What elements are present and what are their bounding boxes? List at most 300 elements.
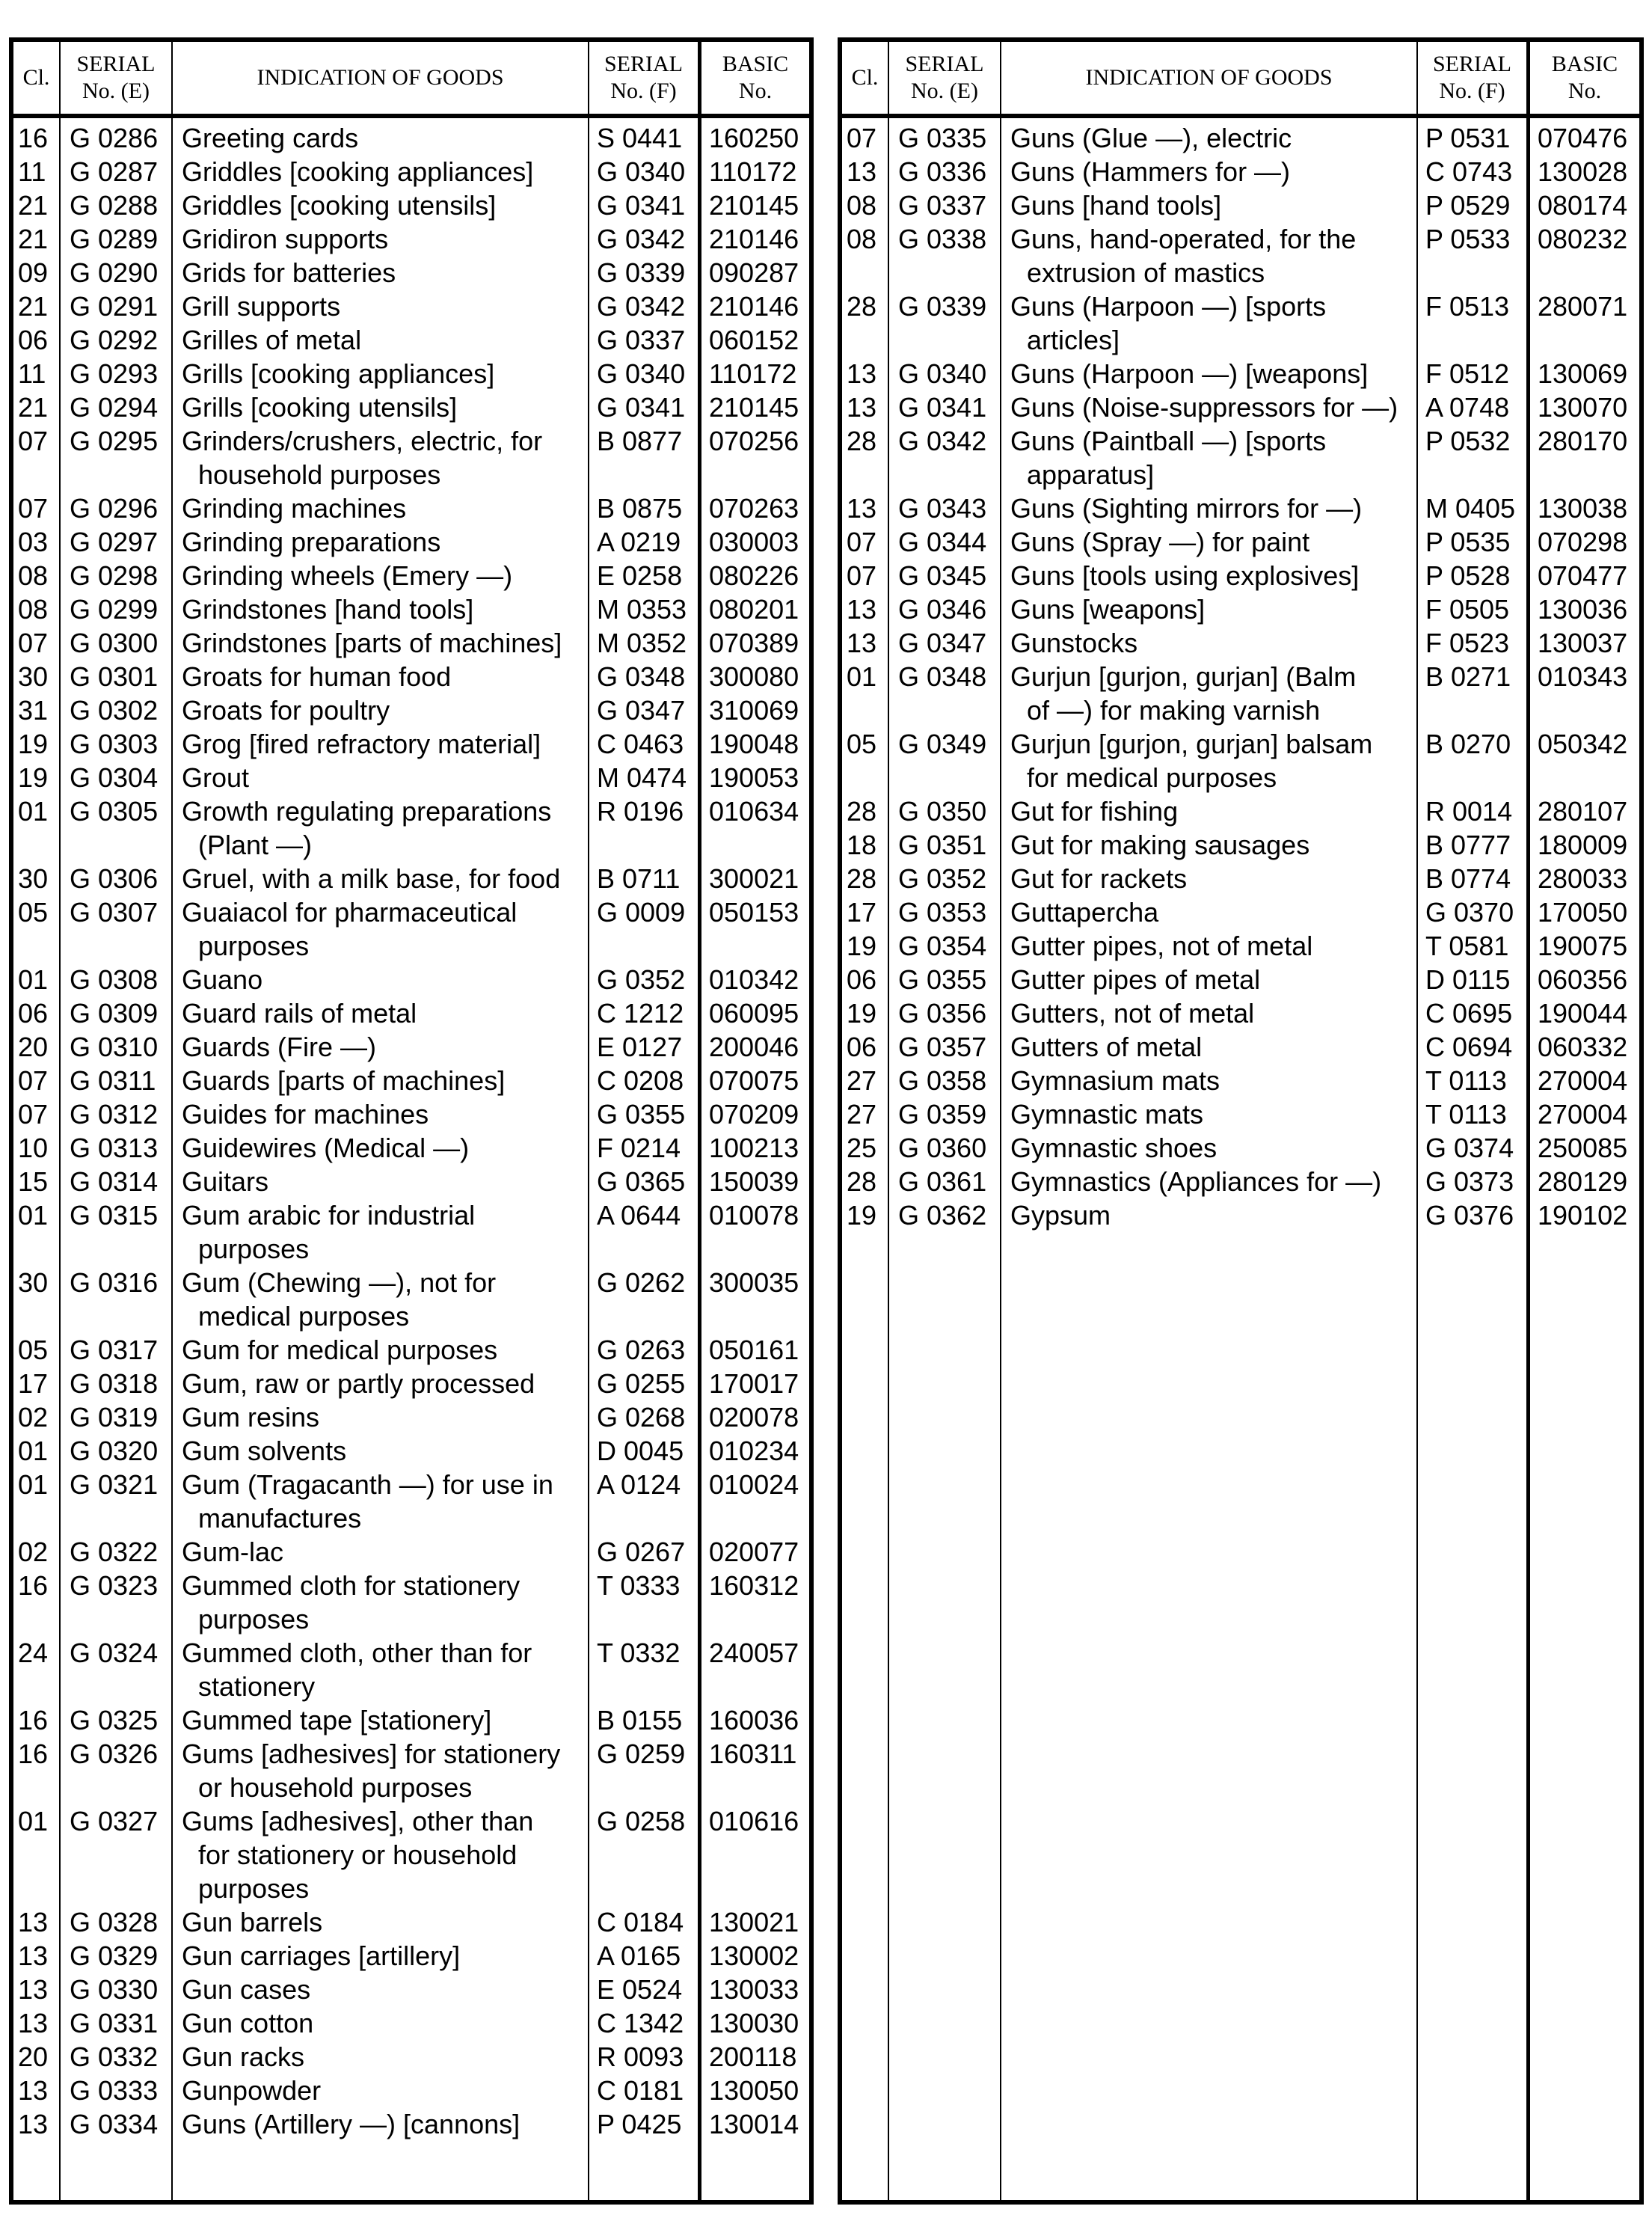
goods-line: or household purposes [198, 1772, 473, 1803]
table-row [13, 996, 809, 1030]
header-serial-e: SERIAL No. (E) [61, 42, 173, 114]
basic-number: 190075 [1538, 931, 1628, 961]
class-number: 06 [18, 998, 49, 1029]
table-row [842, 559, 1639, 592]
table-row [842, 592, 1639, 626]
serial-number-e: G 0362 [898, 1200, 987, 1231]
serial-number-f: T 0333 [597, 1570, 681, 1601]
goods-description [173, 289, 589, 323]
serial-number-f: G 0340 [597, 358, 686, 389]
goods-line: Grog [fired refractory material] [182, 729, 541, 759]
table-row [13, 1266, 809, 1333]
table-row [13, 1131, 809, 1165]
table-row [13, 155, 809, 189]
class-number: 13 [847, 392, 877, 423]
header-goods: INDICATION OF GOODS [1001, 42, 1418, 114]
table-row [13, 1198, 809, 1266]
serial-number-e: G 0311 [70, 1065, 156, 1096]
goods-description [173, 963, 589, 996]
basic-number: 130036 [1538, 594, 1628, 625]
serial-number-e: G 0293 [70, 358, 159, 389]
class-number: 19 [847, 931, 877, 961]
table-row [842, 1097, 1639, 1131]
goods-line: Guard rails of metal [182, 998, 417, 1029]
table-row [13, 727, 809, 761]
goods-line: Gymnastic mats [1010, 1099, 1204, 1130]
table-row [842, 660, 1639, 727]
basic-number: 190102 [1538, 1200, 1628, 1231]
goods-description [173, 1569, 589, 1636]
goods-line: medical purposes [198, 1301, 410, 1332]
goods-line: Grill supports [182, 291, 341, 322]
basic-number: 070476 [1538, 123, 1628, 153]
table-body [13, 118, 809, 2200]
serial-number-f: G 0341 [597, 190, 686, 221]
table-row [13, 1064, 809, 1097]
goods-line: Guns (Spray —) for paint [1010, 527, 1310, 557]
basic-number: 070477 [1538, 560, 1628, 591]
basic-number: 170017 [709, 1368, 799, 1399]
table-row [13, 761, 809, 794]
goods-line: Griddles [cooking appliances] [182, 156, 534, 187]
serial-number-f: E 0258 [597, 560, 683, 591]
table-row [842, 1064, 1639, 1097]
goods-line: Guns (Hammers for —) [1010, 156, 1291, 187]
serial-number-e: G 0288 [70, 190, 159, 221]
goods-description [173, 2107, 589, 2141]
table-row [13, 424, 809, 491]
basic-number: 210146 [709, 224, 799, 254]
table-row [842, 794, 1639, 828]
goods-description [173, 2074, 589, 2107]
table-row [13, 121, 809, 155]
serial-number-f: C 0463 [597, 729, 684, 759]
basic-number: 060356 [1538, 964, 1628, 995]
class-number: 27 [847, 1065, 877, 1096]
goods-line: Gum (Tragacanth —) for use in [182, 1469, 553, 1500]
goods-line: Gurjun [gurjon, gurjan] (Balm [1010, 661, 1357, 692]
serial-number-f: G 0268 [597, 1402, 686, 1433]
table-row [842, 289, 1639, 357]
goods-line: manufactures [198, 1503, 362, 1534]
serial-number-f: E 0127 [597, 1032, 683, 1062]
serial-number-e: G 0359 [898, 1099, 987, 1130]
goods-description [1001, 559, 1418, 592]
basic-number: 250085 [1538, 1133, 1628, 1163]
serial-number-f: G 0342 [597, 224, 686, 254]
header-class: Cl. [13, 42, 61, 114]
goods-line: Guidewires (Medical —) [182, 1133, 470, 1163]
serial-number-e: G 0322 [70, 1537, 159, 1567]
class-number: 30 [18, 1267, 49, 1298]
class-number: 08 [18, 594, 49, 625]
serial-number-e: G 0327 [70, 1806, 159, 1836]
table-row [842, 424, 1639, 491]
serial-number-e: G 0339 [898, 291, 987, 322]
goods-line: Gut for making sausages [1010, 830, 1310, 860]
serial-number-f: B 0777 [1425, 830, 1511, 860]
basic-number: 070075 [709, 1065, 799, 1096]
serial-number-e: G 0331 [70, 2008, 159, 2038]
goods-description [173, 862, 589, 895]
table-row [842, 491, 1639, 525]
goods-line: Greeting cards [182, 123, 359, 153]
serial-number-f: P 0533 [1425, 224, 1511, 254]
class-number: 13 [18, 1974, 49, 2005]
goods-description [173, 424, 589, 491]
serial-number-f: G 0340 [597, 156, 686, 187]
goods-line: Gut for fishing [1010, 796, 1179, 827]
goods-description [173, 626, 589, 660]
basic-number: 270004 [1538, 1099, 1628, 1130]
goods-line: Gum-lac [182, 1537, 284, 1567]
goods-line: extrusion of mastics [1027, 257, 1265, 288]
table-row [13, 222, 809, 256]
basic-number: 280170 [1538, 426, 1628, 456]
goods-line: Guards (Fire —) [182, 1032, 377, 1062]
goods-description [173, 761, 589, 794]
class-number: 28 [847, 1166, 877, 1197]
serial-number-f: G 0348 [597, 661, 686, 692]
goods-line: household purposes [198, 459, 441, 490]
basic-number: 190053 [709, 762, 799, 793]
goods-line: Guns (Harpoon —) [sports [1010, 291, 1327, 322]
class-number: 20 [18, 2041, 49, 2072]
goods-description [173, 693, 589, 727]
serial-number-e: G 0300 [70, 628, 159, 658]
goods-line: purposes [198, 1873, 310, 1904]
goods-description [1001, 1064, 1418, 1097]
goods-description [1001, 895, 1418, 929]
goods-line: Gymnastics (Appliances for —) [1010, 1166, 1382, 1197]
goods-description [173, 2040, 589, 2074]
goods-line: Guns (Artillery —) [cannons] [182, 2109, 521, 2139]
serial-number-f: B 0271 [1425, 661, 1511, 692]
class-number: 24 [18, 1638, 49, 1668]
goods-line: Gum arabic for industrial [182, 1200, 476, 1231]
goods-description [173, 491, 589, 525]
goods-description [173, 525, 589, 559]
class-number: 06 [847, 964, 877, 995]
goods-description [173, 559, 589, 592]
class-number: 19 [847, 998, 877, 1029]
goods-description [1001, 828, 1418, 862]
basic-number: 170050 [1538, 897, 1628, 928]
serial-number-f: E 0524 [597, 1974, 683, 2005]
goods-line: Gummed tape [stationery] [182, 1705, 492, 1736]
class-number: 07 [18, 628, 49, 658]
serial-number-f: C 0695 [1425, 998, 1513, 1029]
goods-description [173, 357, 589, 390]
serial-number-f: M 0474 [597, 762, 687, 793]
table-row [13, 1939, 809, 1973]
basic-number: 070209 [709, 1099, 799, 1130]
table-row [13, 1097, 809, 1131]
table-row [842, 963, 1639, 996]
basic-number: 280033 [1538, 863, 1628, 894]
serial-number-f: P 0528 [1425, 560, 1511, 591]
serial-number-e: G 0334 [70, 2109, 159, 2139]
serial-number-f: B 0711 [597, 863, 681, 894]
goods-line: Gums [adhesives] for stationery [182, 1738, 561, 1769]
goods-line: Grinders/crushers, electric, for [182, 426, 543, 456]
goods-description [173, 1703, 589, 1737]
serial-number-e: G 0305 [70, 796, 159, 827]
basic-number: 010343 [1538, 661, 1628, 692]
goods-line: Grindstones [hand tools] [182, 594, 474, 625]
table-row [13, 1333, 809, 1367]
serial-number-e: G 0287 [70, 156, 159, 187]
serial-number-e: G 0286 [70, 123, 159, 153]
basic-number: 030003 [709, 527, 799, 557]
class-number: 28 [847, 426, 877, 456]
basic-number: 130028 [1538, 156, 1628, 187]
serial-number-f: C 0181 [597, 2075, 684, 2106]
table-row [13, 559, 809, 592]
serial-number-f: B 0875 [597, 493, 683, 524]
header-basic: BASIC No. [1551, 52, 1618, 103]
table-row [13, 1905, 809, 1939]
goods-description [173, 2006, 589, 2040]
serial-number-f: G 0258 [597, 1806, 686, 1836]
class-number: 13 [847, 156, 877, 187]
serial-number-f: G 0262 [597, 1267, 686, 1298]
serial-number-e: G 0333 [70, 2075, 159, 2106]
class-number: 07 [18, 1099, 49, 1130]
table-row [842, 1165, 1639, 1198]
goods-description [173, 895, 589, 963]
table-row [13, 1030, 809, 1064]
serial-number-e: G 0289 [70, 224, 159, 254]
basic-number: 180009 [1538, 830, 1628, 860]
goods-description [1001, 626, 1418, 660]
serial-number-e: G 0304 [70, 762, 159, 793]
serial-number-f: S 0441 [597, 123, 683, 153]
goods-line: Grilles of metal [182, 325, 362, 355]
serial-number-e: G 0315 [70, 1200, 159, 1231]
goods-line: purposes [198, 1604, 310, 1635]
goods-description [173, 1367, 589, 1400]
table-row [842, 929, 1639, 963]
goods-line: Guns [hand tools] [1010, 190, 1222, 221]
basic-number: 060152 [709, 325, 799, 355]
goods-description [173, 1097, 589, 1131]
serial-number-e: G 0354 [898, 931, 987, 961]
basic-number: 060095 [709, 998, 799, 1029]
basic-number: 050161 [709, 1335, 799, 1365]
serial-number-f: P 0532 [1425, 426, 1511, 456]
basic-number: 130038 [1538, 493, 1628, 524]
goods-line: Gummed cloth for stationery [182, 1570, 521, 1601]
class-number: 02 [18, 1402, 49, 1433]
goods-line: Guttapercha [1010, 897, 1159, 928]
serial-number-e: G 0358 [898, 1065, 987, 1096]
serial-number-e: G 0320 [70, 1436, 159, 1466]
goods-line: Gum (Chewing —), not for [182, 1267, 497, 1298]
basic-number: 300035 [709, 1267, 799, 1298]
goods-description [173, 1198, 589, 1266]
goods-description [173, 727, 589, 761]
serial-number-e: G 0343 [898, 493, 987, 524]
goods-line: Grinding machines [182, 493, 407, 524]
serial-number-f: R 0196 [597, 796, 684, 827]
serial-number-f: D 0045 [597, 1436, 684, 1466]
basic-number: 010634 [709, 796, 799, 827]
basic-number: 110172 [709, 358, 797, 389]
serial-number-f: G 0341 [597, 392, 686, 423]
goods-description [1001, 1097, 1418, 1131]
table-row [13, 1804, 809, 1905]
serial-number-f: C 0743 [1425, 156, 1513, 187]
basic-number: 160036 [709, 1705, 799, 1736]
serial-number-f: G 0267 [597, 1537, 686, 1567]
table-row [842, 222, 1639, 289]
class-number: 06 [847, 1032, 877, 1062]
serial-number-e: G 0340 [898, 358, 987, 389]
class-number: 21 [18, 190, 49, 221]
serial-number-f: G 0342 [597, 291, 686, 322]
class-number: 13 [847, 628, 877, 658]
serial-number-f: F 0513 [1425, 291, 1510, 322]
header-basic: BASIC No. [722, 52, 789, 103]
basic-number: 020077 [709, 1537, 799, 1567]
goods-description [1001, 963, 1418, 996]
class-number: 06 [18, 325, 49, 355]
goods-line: Gunstocks [1010, 628, 1138, 658]
serial-number-e: G 0306 [70, 863, 159, 894]
goods-line: Guns (Noise-suppressors for —) [1010, 392, 1398, 423]
class-number: 13 [847, 594, 877, 625]
class-number: 13 [847, 358, 877, 389]
table-row [13, 626, 809, 660]
serial-number-f: R 0014 [1425, 796, 1513, 827]
basic-number: 080226 [709, 560, 799, 591]
table-header [13, 42, 809, 118]
serial-number-e: G 0318 [70, 1368, 159, 1399]
class-number: 13 [18, 1907, 49, 1937]
goods-line: Gums [adhesives], other than [182, 1806, 534, 1836]
class-number: 07 [18, 1065, 49, 1096]
serial-number-f: C 0694 [1425, 1032, 1513, 1062]
header-serial-f: SERIAL No. (F) [1418, 42, 1530, 114]
goods-line: Guards [parts of machines] [182, 1065, 506, 1096]
goods-description [173, 1333, 589, 1367]
class-number: 11 [18, 358, 46, 389]
basic-number: 160250 [709, 123, 799, 153]
basic-number: 070263 [709, 493, 799, 524]
serial-number-f: G 0370 [1425, 897, 1514, 928]
basic-number: 110172 [709, 156, 797, 187]
serial-number-e: G 0329 [70, 1940, 159, 1971]
table-body [842, 118, 1639, 2200]
goods-description [173, 1064, 589, 1097]
basic-number: 010234 [709, 1436, 799, 1466]
goods-description [173, 1737, 589, 1804]
goods-line: Guides for machines [182, 1099, 429, 1130]
table-row [13, 357, 809, 390]
goods-table-right [838, 37, 1644, 2205]
serial-number-f: G 0355 [597, 1099, 686, 1130]
table-row [13, 1367, 809, 1400]
serial-number-f: C 1342 [597, 2008, 684, 2038]
serial-number-f: G 0352 [597, 964, 686, 995]
goods-description [1001, 862, 1418, 895]
basic-number: 130021 [709, 1907, 799, 1937]
goods-description [173, 121, 589, 155]
serial-number-f: A 0748 [1425, 392, 1510, 423]
table-row [13, 1569, 809, 1636]
goods-line: Grills [cooking appliances] [182, 358, 495, 389]
serial-number-f: G 0365 [597, 1166, 686, 1197]
goods-line: Gum for medical purposes [182, 1335, 498, 1365]
serial-number-f: C 1212 [597, 998, 684, 1029]
serial-number-f: T 0113 [1425, 1065, 1507, 1096]
basic-number: 190044 [1538, 998, 1628, 1029]
serial-number-e: G 0312 [70, 1099, 159, 1130]
goods-line: Growth regulating preparations [182, 796, 552, 827]
serial-number-e: G 0301 [70, 661, 159, 692]
goods-description [1001, 727, 1418, 794]
serial-number-f: A 0219 [597, 527, 681, 557]
goods-line: Guns [weapons] [1010, 594, 1206, 625]
serial-number-f: T 0332 [597, 1638, 681, 1668]
goods-line: Groats for poultry [182, 695, 390, 726]
table-row [842, 862, 1639, 895]
goods-line: Gun barrels [182, 1907, 323, 1937]
class-number: 07 [18, 426, 49, 456]
serial-number-f: B 0270 [1425, 729, 1511, 759]
goods-line: Gutter pipes, not of metal [1010, 931, 1313, 961]
goods-description [1001, 189, 1418, 222]
serial-number-e: G 0360 [898, 1133, 987, 1163]
basic-number: 280129 [1538, 1166, 1628, 1197]
table-row [842, 828, 1639, 862]
goods-line: Gutters of metal [1010, 1032, 1203, 1062]
basic-number: 070298 [1538, 527, 1628, 557]
table-row [13, 1703, 809, 1737]
goods-line: for stationery or household [198, 1839, 518, 1870]
goods-description [173, 1535, 589, 1569]
goods-line: purposes [198, 931, 310, 961]
class-number: 10 [18, 1133, 49, 1163]
class-number: 08 [18, 560, 49, 591]
class-number: 11 [18, 156, 46, 187]
serial-number-e: G 0355 [898, 964, 987, 995]
goods-line: Guaiacol for pharmaceutical [182, 897, 518, 928]
basic-number: 300080 [709, 661, 799, 692]
table-row [842, 1198, 1639, 1232]
goods-line: Griddles [cooking utensils] [182, 190, 497, 221]
serial-number-e: G 0342 [898, 426, 987, 456]
serial-number-e: G 0310 [70, 1032, 159, 1062]
basic-number: 210146 [709, 291, 799, 322]
goods-line: Gymnastic shoes [1010, 1133, 1217, 1163]
class-number: 07 [847, 527, 877, 557]
goods-description [1001, 155, 1418, 189]
goods-line: Guns (Harpoon —) [weapons] [1010, 358, 1369, 389]
serial-number-e: G 0290 [70, 257, 159, 288]
serial-number-f: A 0644 [597, 1200, 681, 1231]
serial-number-f: A 0165 [597, 1940, 681, 1971]
serial-number-f: C 0184 [597, 1907, 684, 1937]
class-number: 01 [847, 661, 877, 692]
goods-description [1001, 222, 1418, 289]
serial-number-e: G 0321 [70, 1469, 159, 1500]
goods-line: Gut for rackets [1010, 863, 1188, 894]
table-row [13, 256, 809, 289]
class-number: 21 [18, 392, 49, 423]
goods-description [173, 1030, 589, 1064]
